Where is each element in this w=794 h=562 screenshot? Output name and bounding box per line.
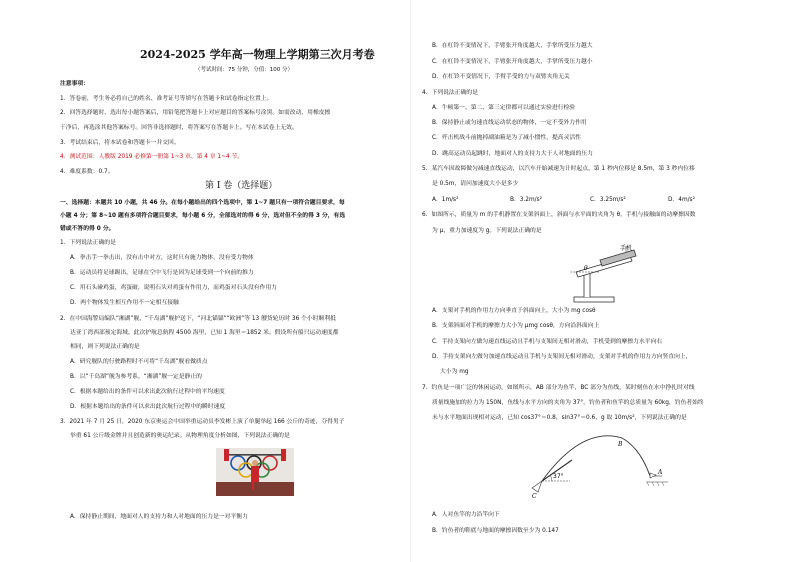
notice-2: 2．回答选择题时，选出每小题答案后，用铅笔把答题卡上对应题目的答案标号涂黑。如需改动，用橡皮擦 (60, 110, 331, 116)
q4-option-c: C．歼击机战斗前抛掉副油箱是为了减小惯性，提高灵活性 (432, 135, 581, 141)
q5-stem-2: 是 0.5m，请问加速度大小是多少 (432, 181, 519, 187)
q1-option-c: C．用石头碰鸡蛋，鸡蛋破，说明石头对鸡蛋有作用力，而鸡蛋对石头没有作用力 (70, 285, 277, 291)
q4-stem: 4．下列说法正确的是 (422, 90, 478, 96)
angle-theta-label: θ (584, 265, 588, 272)
exam-subtitle: （考试时间：75 分钟，分值：100 分） (195, 67, 293, 73)
notice-3: 3．考试结束后，将本试卷和答题卡一并交回。 (60, 140, 180, 146)
column-divider (410, 0, 411, 562)
q3-option-b: B．在杠铃不变情况下，手臂张开角度越大，手掌所受压力越大 (432, 43, 593, 49)
q7-stem-3: 未与水平地面出现相对运动，已知 cos37°＝0.8，sin37°＝0.6，g 取 10m/s²，下列说法正确的是 (432, 415, 687, 421)
q1-option-b: B．运动员将足球踢出，足球在空中飞行是因为足球受到一个向前的推力 (70, 270, 254, 276)
point-b-label: B (618, 441, 623, 448)
q2-option-d: D．根据本题给出的条件可以求出此次航行过程中的瞬时速度 (70, 404, 226, 410)
notice-4-scope: 4．测试范围：人教版 2019 必修第一册第 1~3 章、第 4 章 1~4 节。 (60, 154, 244, 160)
fishing-figure (522, 426, 672, 506)
q7-option-b: B．钓鱼者的鞋底与地面的摩擦因数至少为 0.147 (432, 528, 559, 534)
part-intro-2: 小题 4 分；第 8~10 题有多项符合题目要求，每小题 6 分，全部选对的得 6 分，选对但不全的得 3 分，有选 (60, 213, 346, 219)
q6-option-d-cont: 大小为 mg (440, 369, 469, 375)
notice-2-cont: 干净后，再选涂其他答案标号。回答非选择题时，将答案写在答题卡上。写在本试卷上无效。 (60, 125, 298, 131)
q7-option-a: A．人对鱼竿的力沿竿向下 (432, 512, 500, 518)
q4-option-b: B．保持静止或匀速直线运动状态的物体，一定不受外力作用 (432, 120, 587, 126)
exam-title: 2024-2025 学年高一物理上学期第三次月考卷 (140, 48, 375, 61)
q2-stem-3: 相同，则下列说法正确的是 (70, 344, 140, 350)
q1-option-a: A．拳击手一拳击出，没有击中对方，这时只有施力物体，没有受力物体 (70, 255, 254, 261)
q3-option-d: D．在杠铃不变情况下，手臂手受的力与双臂夹角无关 (432, 74, 570, 80)
q5-stem-1: 5．某汽车因故障做匀减速直线运动，以汽车开始减速为计时起点，第 1 秒内位移是 8.5m，第 3 秒内位移 (422, 166, 695, 172)
q6-option-b: B．支架斜面对手机的摩擦力大小为 μmg cosθ，方向沿斜面向上 (432, 323, 600, 329)
fishing-diagram (522, 426, 672, 506)
q6-option-d: D．手持支架向左做匀加速直线运动且手机与支架间无相对滑动，支架对手机的作用力方向竖直向上， (432, 354, 692, 360)
q4-option-a: A．牛顿第一、第二、第三定律都可以通过实验进行检验 (432, 105, 576, 111)
weightlifting-photo (216, 448, 294, 496)
q7-stem-1: 7．钓鱼是一项广泛的休闲运动，如图所示，AB 部分为鱼竿，BC 部分为鱼线，某时刻鱼在水中挣扎时对线 (422, 385, 695, 391)
q6-stem-2: 为 μ，重力加速度为 g。下列说法正确的是 (432, 228, 542, 234)
part-intro-1: 一、选择题：本题共 10 小题，共 46 分。在每小题给出的四个选项中，第 1~7 题只有一项符合题目要求，每 (60, 200, 345, 206)
notice-1: 1．答卷前，考生务必将自己的姓名、准考证号等填写在答题卡和试卷指定位置上。 (60, 96, 273, 102)
phone-stand-figure (554, 242, 644, 304)
q6-stem-1: 6．如图所示，质量为 m 的手机静置在支架斜面上，斜面与水平面的夹角为 θ，手机与接触面的动摩擦因数 (422, 212, 696, 218)
notice-difficulty: 4．难度系数：0.7。 (60, 169, 114, 175)
section-title: 第 I 卷（选择题） (205, 181, 278, 191)
q6-option-a: A．支架对手机的作用力方向垂直于斜面向上，大小为 mg cosθ (432, 308, 596, 314)
angle-37-label: 37° (553, 473, 564, 480)
q1-option-d: D．两个物体发生相互作用不一定相互接触 (70, 300, 179, 306)
point-c-label: C (532, 493, 537, 500)
q5-option-c: C．3.25m/s² (590, 197, 626, 203)
q2-stem-1: 2．在中国海警局编队“湘湖”舰、“千岛湖”舰护送下，“河北锚锚”“欧洲”等 13 艘货轮历时 36 个小时顺利抵 (60, 316, 336, 322)
left-column (60, 0, 400, 562)
q5-option-d: D．4m/s² (668, 197, 695, 203)
phone-label: 手机 (620, 245, 633, 252)
weightlifter-picture (216, 448, 294, 496)
q2-stem-2: 达亚丁湾西部预定海域。此次护航总航程 4500 海里，已知 1 海里＝1852 米。假设所有船只运动速度都 (70, 330, 339, 336)
q3-option-c: C．在杠铃不变情况下，手臂张开角度越大，手掌所受压力越小 (432, 59, 593, 65)
q2-option-a: A．研究舰队的行驶路程时不可将“千岛湖”舰看做质点 (70, 359, 208, 365)
q3-stem-2: 举重 61 公斤级金牌并且创造新的奥运纪录。从物理角度分析如图，下列说法正确的是 (70, 433, 290, 439)
q3-option-a: A．保持静止期间，地面对人的支持力和人对地面的压力是一对平衡力 (70, 514, 248, 520)
part-intro-3: 错或不答的得 0 分。 (60, 226, 115, 232)
q1-stem: 1．下列说法正确的是 (60, 240, 116, 246)
phone-stand-diagram (554, 242, 644, 304)
q5-option-b: B．3.2m/s² (510, 197, 542, 203)
q5-option-a: A．1m/s² (432, 197, 459, 203)
notice-heading: 注意事项： (60, 81, 89, 87)
right-column (422, 0, 752, 562)
q7-stem-2: 质量线施加的拉力为 150N，鱼线与水平方向的夹角为 37°，钓鱼者和鱼竿的总质量为 60kg，钓鱼者始终 (432, 400, 704, 406)
q4-option-d: D．跳高运动员起跳时，地面对人的支持力大于人对地面的压力 (432, 151, 593, 157)
q2-option-b: B．以“千岛湖”舰为参考系，“湘湖”舰一定是静止的 (70, 374, 202, 380)
q3-stem-1: 3．2021 年 7 月 25 日，2020 东京奥运会中国举重运动员李发彬上演了单腿举起 166 公斤的奇迹，夺得男子 (60, 419, 345, 425)
point-a-label: A (658, 469, 663, 476)
q6-option-c: C．手持支架向左做匀速直线运动且手机与支架间无相对滑动，手机受到的摩擦力水平向右 (432, 339, 663, 345)
q2-option-c: C．根据本题给出的条件可以求出此次航行过程中的平均速度 (70, 389, 225, 395)
